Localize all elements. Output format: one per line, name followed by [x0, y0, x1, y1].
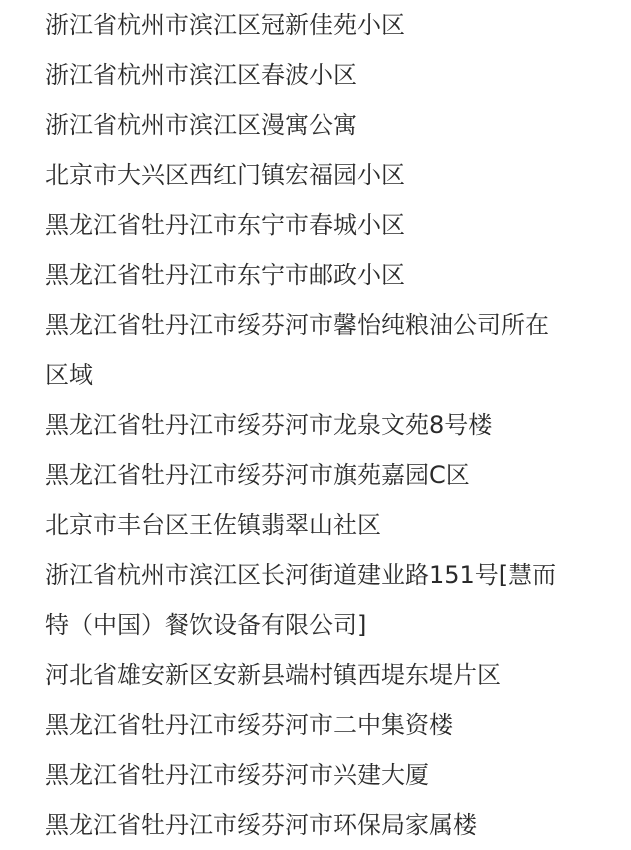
list-item: 北京市丰台区王佐镇翡翠山社区 — [45, 511, 381, 539]
list-item: 河北省雄安新区安新县端村镇西堤东堤片区 — [45, 661, 501, 689]
list-item: 浙江省杭州市滨江区漫寓公寓 — [45, 111, 357, 139]
list-item: 浙江省杭州市滨江区春波小区 — [45, 61, 357, 89]
list-item: 黑龙江省牡丹江市绥芬河市环保局家属楼 — [45, 811, 477, 839]
list-item-continuation: 区域 — [45, 361, 93, 389]
area-list — [45, 0, 605, 850]
list-item: 黑龙江省牡丹江市绥芬河市兴建大厦 — [45, 761, 429, 789]
list-item: 黑龙江省牡丹江市绥芬河市旗苑嘉园C区 — [45, 461, 470, 489]
list-item: 黑龙江省牡丹江市绥芬河市二中集资楼 — [45, 711, 453, 739]
list-item: 黑龙江省牡丹江市绥芬河市龙泉文苑8号楼 — [45, 411, 493, 439]
list-item: 黑龙江省牡丹江市东宁市春城小区 — [45, 211, 405, 239]
list-item: 浙江省杭州市滨江区长河街道建业路151号[慧而 — [45, 561, 557, 589]
list-item: 黑龙江省牡丹江市东宁市邮政小区 — [45, 261, 405, 289]
list-item: 北京市大兴区西红门镇宏福园小区 — [45, 161, 405, 189]
list-item-continuation: 特（中国）餐饮设备有限公司] — [45, 611, 367, 639]
list-item: 浙江省杭州市滨江区冠新佳苑小区 — [45, 11, 405, 39]
list-item: 黑龙江省牡丹江市绥芬河市馨怡纯粮油公司所在 — [45, 311, 549, 339]
